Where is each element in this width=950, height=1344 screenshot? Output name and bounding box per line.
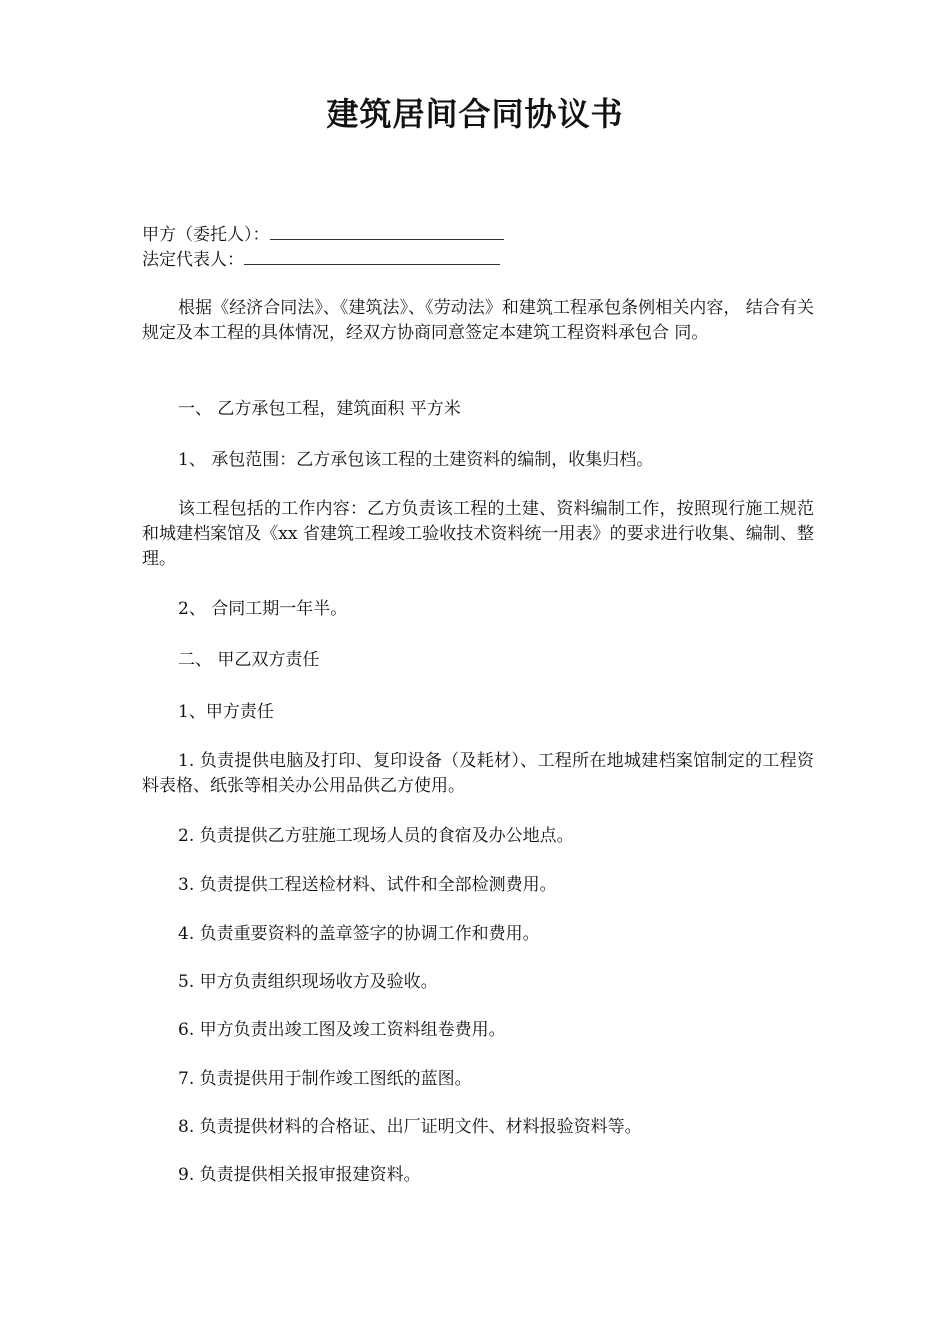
term-item: 2、 合同工期一年半。 — [178, 599, 348, 619]
duty-item: 7. 负责提供用于制作竣工图纸的蓝图。 — [178, 1069, 472, 1089]
duty-item: 5. 甲方负责组织现场收方及验收。 — [178, 972, 438, 992]
section-2-heading: 二、 甲乙双方责任 — [178, 650, 320, 670]
duty-item: 6. 甲方负责出竣工图及竣工资料组卷费用。 — [178, 1020, 506, 1040]
legal-rep-label: 法定代表人： — [142, 250, 244, 270]
duty-item: 3. 负责提供工程送检材料、试件和全部检测费用。 — [178, 875, 557, 895]
party-a-label: 甲方（委托人）： — [142, 225, 270, 245]
duty-item: 8. 负责提供材料的合格证、出厂证明文件、材料报验资料等。 — [178, 1117, 642, 1137]
party-a-duty-heading: 1、甲方责任 — [178, 702, 274, 722]
document-title: 建筑居间合同协议书 — [326, 95, 624, 133]
section-1-heading: 一、 乙方承包工程，建筑面积 平方米 — [178, 399, 461, 419]
intro-paragraph: 根据《经济合同法》、《建筑法》、《劳动法》和建筑工程承包条例相关内容， 结合有关规定及本工程的具体情况，经双方协商同意签定本建筑工程资料承包合 同。 — [142, 298, 814, 343]
scope-item: 1、 承包范围：乙方承包该工程的土建资料的编制，收集归档。 — [178, 450, 654, 470]
legal-rep-blank-line — [244, 247, 500, 265]
duty-item: 2. 负责提供乙方驻施工现场人员的食宿及办公地点。 — [178, 826, 574, 846]
party-a-field — [142, 222, 504, 247]
work-content-paragraph: 该工程包括的工作内容：乙方负责该工程的土建、资料编制工作，按照现行施工规范和城建档案馆及《xx 省建筑工程竣工验收技术资料统一用表》的要求进行收集、编制、整理。 — [142, 499, 814, 569]
duty-item: 9. 负责提供相关报审报建资料。 — [178, 1165, 421, 1185]
duty-item: 1. 负责提供电脑及打印、复印设备（及耗材）、工程所在地城建档案馆制定的工程资料表格、纸张等相关办公用品供乙方使用。 — [142, 751, 814, 796]
duty-item: 4. 负责重要资料的盖章签字的协调工作和费用。 — [178, 924, 540, 944]
legal-rep-field — [142, 247, 500, 272]
party-a-blank-line — [270, 222, 504, 240]
